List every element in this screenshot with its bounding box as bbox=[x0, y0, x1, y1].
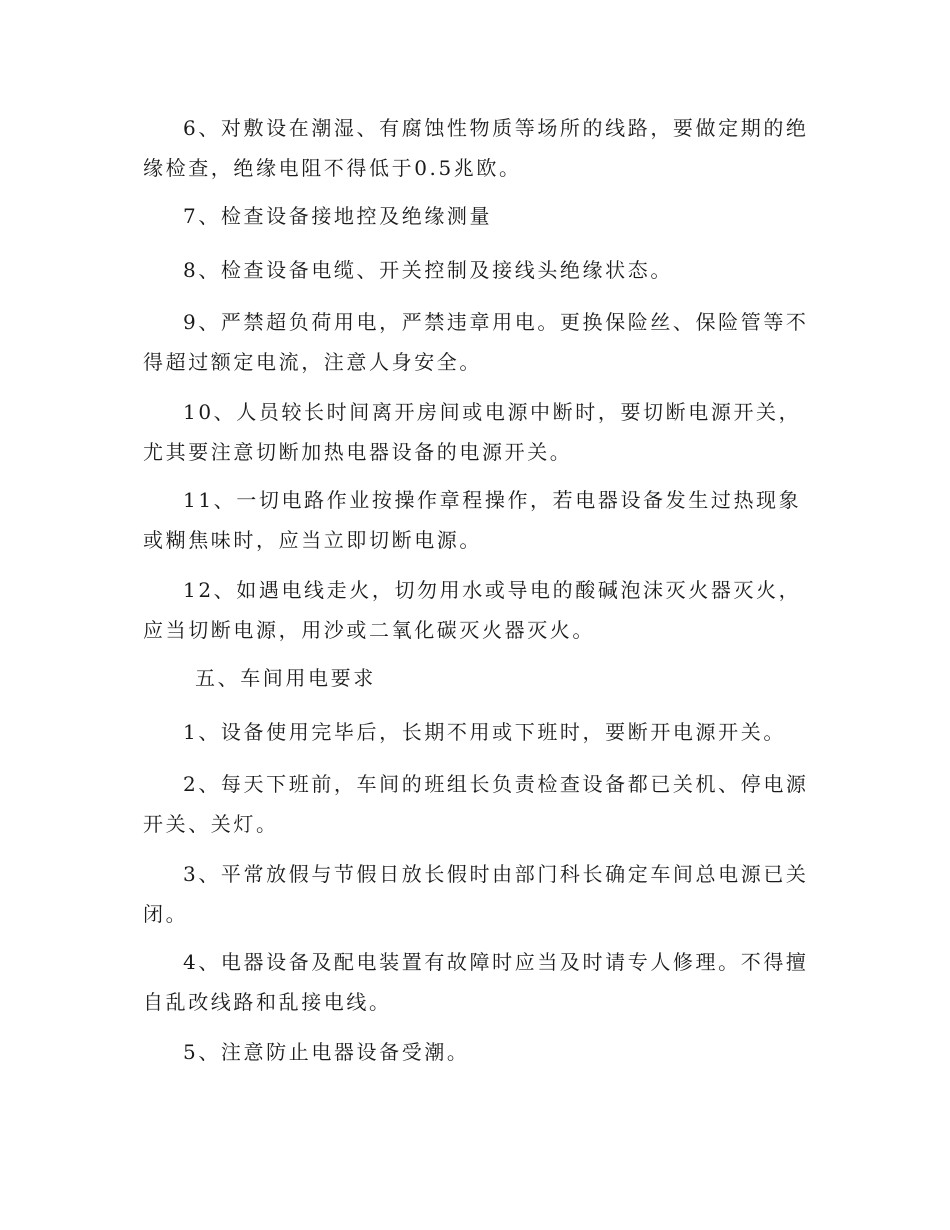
requirement-item-5: 5、注意防止电器设备受潮。 bbox=[183, 1040, 470, 1064]
requirement-item-2: 2、每天下班前，车间的班组长负责检查设备都已关机、停电源开关、关灯。 bbox=[143, 772, 809, 836]
requirement-item-1: 1、设备使用完毕后，长期不用或下班时，要断开电源开关。 bbox=[183, 720, 786, 744]
paragraph-item-6: 6、对敷设在潮湿、有腐蚀性物质等场所的线路，要做定期的绝缘检查，绝缘电阻不得低于0.5兆欧。 bbox=[143, 116, 809, 180]
paragraph-item-8: 8、检查设备电缆、开关控制及接线头绝缘状态。 bbox=[183, 258, 673, 282]
paragraph-item-9: 9、严禁超负荷用电，严禁违章用电。更换保险丝、保险管等不得超过额定电流，注意人身安全。 bbox=[143, 310, 809, 374]
section-heading: 五、车间用电要求 bbox=[195, 666, 376, 690]
paragraph-item-11: 11、一切电路作业按操作章程操作，若电器设备发生过热现象或糊焦味时，应当立即切断电源。 bbox=[143, 488, 802, 552]
requirement-item-4: 4、电器设备及配电装置有故障时应当及时请专人修理。不得擅自乱改线路和乱接电线。 bbox=[143, 950, 809, 1014]
requirement-item-3: 3、平常放假与节假日放长假时由部门科长确定车间总电源已关闭。 bbox=[143, 862, 809, 926]
paragraph-item-12: 12、如遇电线走火，切勿用水或导电的酸碱泡沫灭火器灭火，应当切断电源，用沙或二氧化碳灭火器灭火。 bbox=[143, 578, 802, 642]
paragraph-item-7: 7、检查设备接地控及绝缘测量 bbox=[183, 204, 493, 228]
paragraph-item-10: 10、人员较长时间离开房间或电源中断时，要切断电源开关，尤其要注意切断加热电器设备的电源开关。 bbox=[143, 400, 802, 464]
